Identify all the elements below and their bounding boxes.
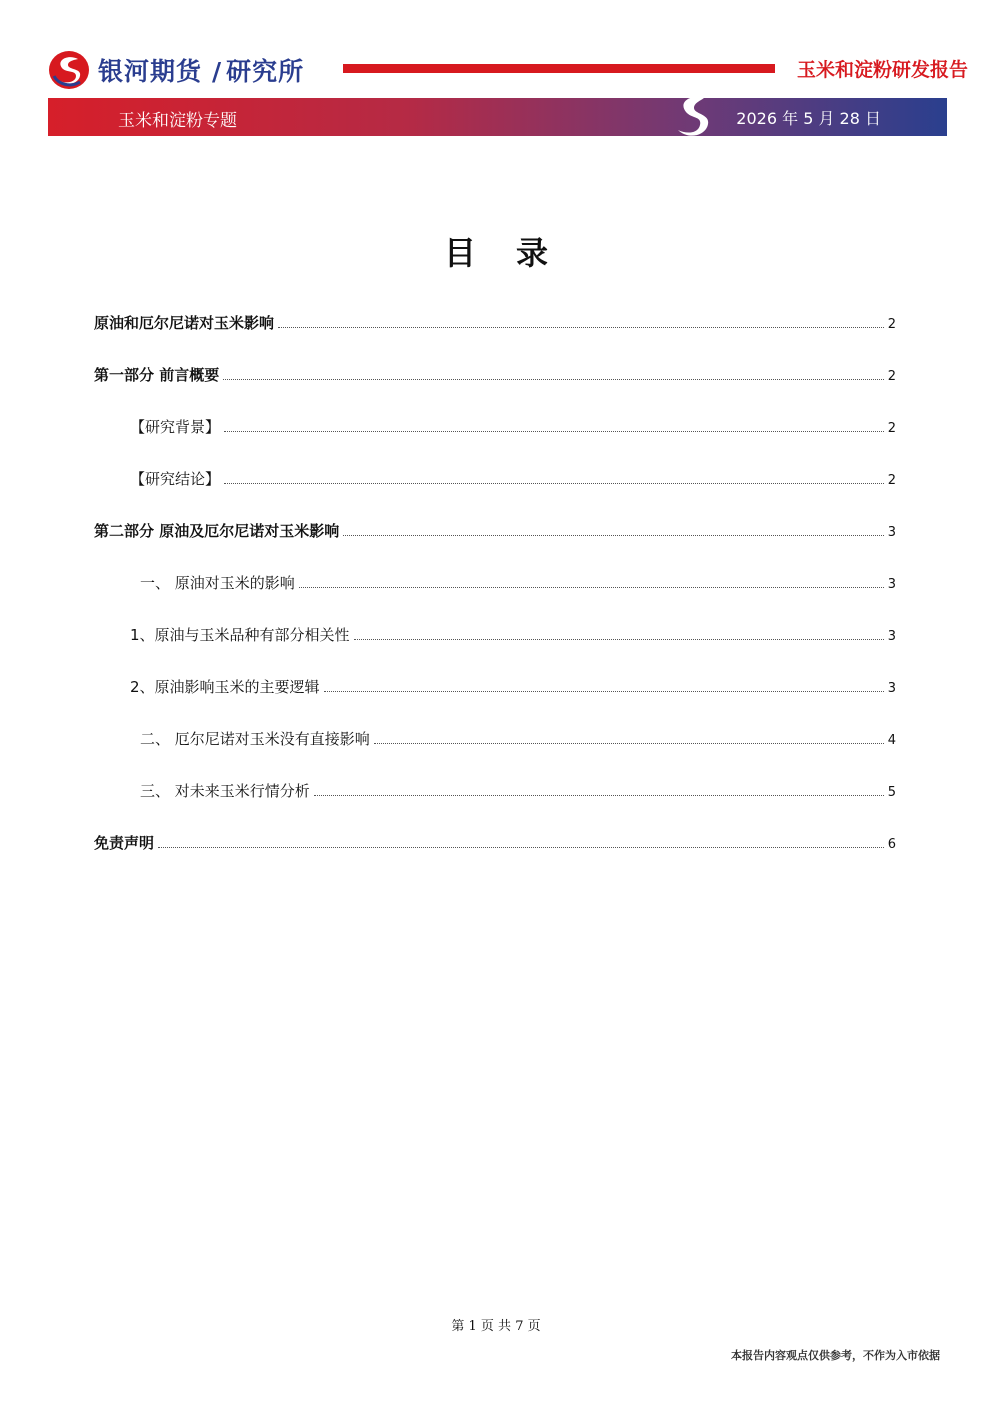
toc-entry-page: 4 [887, 733, 896, 748]
toc-entry-label: 【研究结论】 [130, 470, 221, 488]
toc-entry-page: 2 [887, 473, 896, 488]
toc-entry-page: 3 [887, 525, 896, 540]
toc-entry-page: 3 [887, 681, 896, 696]
toc-entry-label: 第一部分 前言概要 [94, 366, 220, 384]
toc-entry-label: 第二部分 原油及厄尔尼诺对玉米影响 [94, 522, 340, 540]
header-red-rule [343, 64, 775, 73]
toc-dot-leader [299, 587, 884, 588]
toc-entry[interactable] [94, 780, 896, 832]
page-number: 第 1 页 共 7 页 [451, 1319, 541, 1334]
toc-entry-label: 2、原油影响玉米的主要逻辑 [130, 678, 320, 696]
toc-entry-page: 3 [887, 629, 896, 644]
table-of-contents [94, 312, 896, 884]
toc-entry-page: 3 [887, 577, 896, 592]
toc-entry[interactable] [94, 364, 896, 416]
toc-entry[interactable] [94, 624, 896, 676]
toc-entry-label: 免责声明 [94, 834, 155, 852]
brand-logo-text [98, 52, 304, 88]
footer-disclaimer: 本报告内容观点仅供参考，不作为入市依据 [731, 1349, 940, 1362]
toc-entry[interactable] [94, 572, 896, 624]
galaxy-logo-icon [48, 50, 90, 90]
toc-dot-leader [343, 535, 883, 536]
toc-entry[interactable] [94, 312, 896, 364]
toc-entry-page: 5 [887, 785, 896, 800]
report-topic: 玉米和淀粉专题 [118, 111, 237, 131]
toc-dot-leader [278, 327, 884, 328]
toc-dot-leader [374, 743, 884, 744]
toc-title: 目录 [443, 234, 588, 272]
toc-entry-label: 三、 对未来玉米行情分析 [140, 782, 310, 800]
toc-dot-leader [224, 431, 884, 432]
toc-entry[interactable] [94, 520, 896, 572]
toc-dot-leader [224, 483, 884, 484]
toc-dot-leader [158, 847, 884, 848]
toc-dot-leader [223, 379, 883, 380]
toc-entry[interactable] [94, 728, 896, 780]
header-band [48, 98, 947, 136]
report-title: 玉米和淀粉研发报告 [796, 59, 968, 81]
toc-entry-page: 2 [887, 317, 896, 332]
toc-dot-leader [354, 639, 884, 640]
toc-entry-label: 1、原油与玉米品种有部分相关性 [130, 626, 350, 644]
swoosh-icon [672, 92, 714, 142]
toc-entry[interactable] [94, 676, 896, 728]
toc-entry-label: 二、 厄尔尼诺对玉米没有直接影响 [140, 730, 370, 748]
report-date: 2026 年 5 月 28 日 [736, 109, 881, 128]
brand-slash: / [212, 57, 223, 86]
toc-entry-label: 原油和厄尔尼诺对玉米影响 [94, 314, 275, 332]
toc-entry[interactable] [94, 832, 896, 884]
brand-division: 研究所 [226, 57, 305, 86]
toc-entry[interactable] [94, 416, 896, 468]
toc-entry-page: 6 [887, 837, 896, 852]
brand-name: 银河期货 [98, 57, 203, 86]
toc-entry-page: 2 [887, 369, 896, 384]
toc-dot-leader [324, 691, 884, 692]
toc-entry-page: 2 [887, 421, 896, 436]
toc-entry-label: 【研究背景】 [130, 418, 221, 436]
toc-dot-leader [314, 795, 884, 796]
toc-entry[interactable] [94, 468, 896, 520]
toc-entry-label: 一、 原油对玉米的影响 [140, 574, 295, 592]
